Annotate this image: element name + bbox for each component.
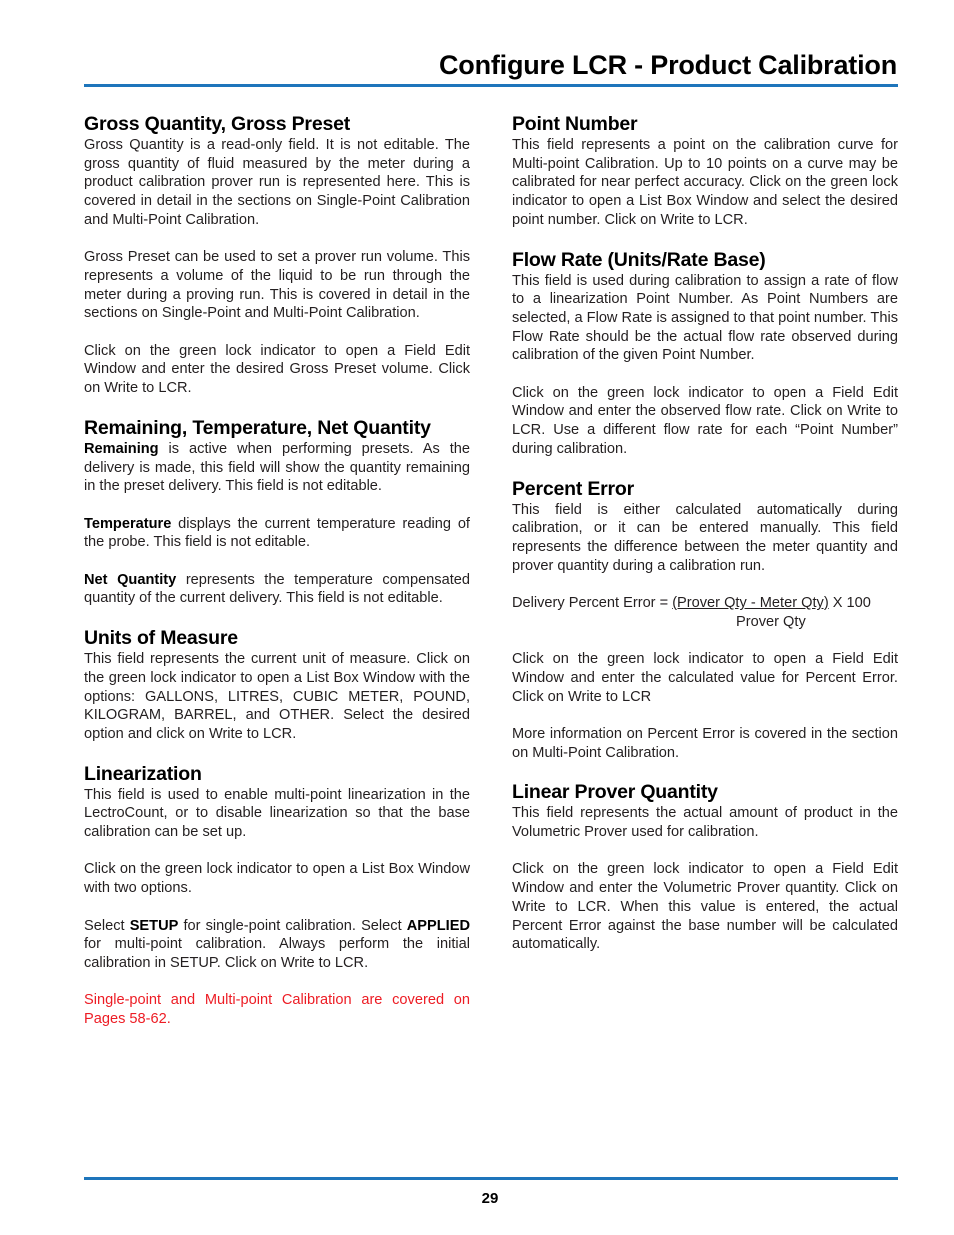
- paragraph: Click on the green lock indicator to open a Field Edit Window and enter the observed flow rate. Click on Write to LCR. Use a different flow rate for each “Point Number” during calibration.: [512, 384, 898, 457]
- section-linear-prover-quantity: [512, 780, 898, 954]
- section-remaining: [84, 416, 470, 608]
- text: for single-point calibration. Select: [178, 917, 407, 934]
- term-applied: APPLIED: [406, 917, 470, 934]
- page-number: 29: [481, 1190, 499, 1207]
- paragraph: Click on the green lock indicator to open a Field Edit Window and enter the desired Gross Preset volume. Click on Write to LCR.: [84, 342, 470, 397]
- section-heading: Flow Rate (Units/Rate Base): [512, 248, 766, 271]
- paragraph: This field is used during calibration to assign a rate of flow to a linearization Point Number. As Point Numbers are selected, a Flow Rate is assigned to that point number. This Flow Rate should be the actual flow rate observed during calibration of the given Point Number.: [512, 272, 898, 364]
- percent-error-formula: [512, 594, 898, 613]
- term-net-quantity: Net Quantity: [84, 571, 177, 588]
- paragraph: [84, 917, 470, 973]
- term-setup: SETUP: [129, 917, 179, 934]
- text: for multi-point calibration. Always perform the initial calibration in SETUP. Click on Write to LCR.: [84, 936, 470, 971]
- section-percent-error: [512, 477, 898, 763]
- text: is active when performing presets. As the delivery is made, this field will show the quantity remaining in the preset delivery. This field is not editable.: [84, 440, 470, 495]
- paragraph: Click on the green lock indicator to open a List Box Window with two options.: [84, 861, 470, 897]
- section-gross-quantity: [84, 112, 470, 398]
- paragraph: Gross Quantity is a read-only field. It is not editable. The gross quantity of fluid measured by the meter during a product calibration prover run is represented here. This is covered in detail in the sections on Single-Point Calibration and Multi-Point Calibration.: [84, 137, 470, 228]
- right-column: [512, 112, 898, 972]
- section-units-of-measure: [84, 626, 470, 744]
- paragraph: This field represents a point on the calibration curve for Multi-point Calibration. Up to 10 points on a curve may be calibrated for near perfect accuracy. Click on the green lock indicator to open a List Box Window and select the desired point number. Click on Write to LCR.: [512, 137, 898, 228]
- section-heading: Linear Prover Quantity: [512, 781, 718, 804]
- paragraph: This field is either calculated automatically during calibration, or it can be entered manually. This field represents the difference between the meter quantity and prover quantity during a calibration run.: [512, 501, 898, 574]
- term-temperature: Temperature: [84, 515, 172, 532]
- text: displays the current temperature reading of the probe. This field is not editable.: [84, 515, 470, 551]
- section-point-number: [512, 112, 898, 230]
- paragraph: This field represents the current unit of measure. Click on the green lock indicator to open a List Box Window with the options: GALLONS, LITRES, CUBIC METER, POUND, KILOGRAM, BARREL, and OTHER. Select the desired option and click on Write to LCR.: [84, 651, 470, 742]
- paragraph: Gross Preset can be used to set a prover run volume. This represents a volume of the liquid to be run through the meter during a proving run. This is covered in detail in the sections on Single-Point and Multi-Point Calibration.: [84, 249, 470, 322]
- section-linearization: [84, 762, 470, 1029]
- section-heading: Point Number: [512, 113, 638, 135]
- header-rule: [84, 84, 898, 87]
- paragraph: More information on Percent Error is covered in the section on Multi-Point Calibration.: [512, 725, 898, 761]
- section-heading: Percent Error: [512, 477, 635, 500]
- paragraph: Click on the green lock indicator to open a Field Edit Window and enter the calculated value for Percent Error. Click on Write to LCR: [512, 651, 898, 705]
- section-heading: Linearization: [84, 762, 202, 785]
- section-flow-rate: [512, 248, 898, 459]
- text: represents the temperature compensated quantity of the current delivery. This field is not editable.: [84, 571, 470, 607]
- left-column: [84, 112, 470, 1047]
- footer-rule: [84, 1177, 898, 1180]
- formula-denominator: Prover Qty: [736, 613, 806, 630]
- formula-multiplier: X 100: [828, 595, 871, 612]
- paragraph: Click on the green lock indicator to open a Field Edit Window and enter the Volumetric Prover quantity. Click on Write to LCR. When this value is entered, the actual Percent Error against the base number will be calculated automatically.: [512, 861, 898, 953]
- paragraph: [84, 571, 470, 608]
- paragraph: [84, 440, 470, 496]
- section-heading: Remaining, Temperature, Net Quantity: [84, 416, 431, 439]
- paragraph: [84, 515, 470, 552]
- formula-numerator: (Prover Qty - Meter Qty): [672, 595, 829, 612]
- section-heading: Gross Quantity, Gross Preset: [84, 113, 351, 135]
- calibration-note: Single-point and Multi-point Calibration are covered on Pages 58-62.: [84, 992, 470, 1028]
- formula-label: Delivery Percent Error =: [512, 595, 673, 612]
- section-heading: Units of Measure: [84, 627, 238, 650]
- term-remaining: Remaining: [84, 440, 159, 457]
- paragraph: This field represents the actual amount of product in the Volumetric Prover used for calibration.: [512, 805, 898, 841]
- paragraph: This field is used to enable multi-point linearization in the LectroCount, or to disable linearization so that the base calibration can be set up.: [84, 786, 470, 841]
- text: Select: [84, 917, 130, 934]
- page-title: Configure LCR - Product Calibration: [439, 50, 897, 80]
